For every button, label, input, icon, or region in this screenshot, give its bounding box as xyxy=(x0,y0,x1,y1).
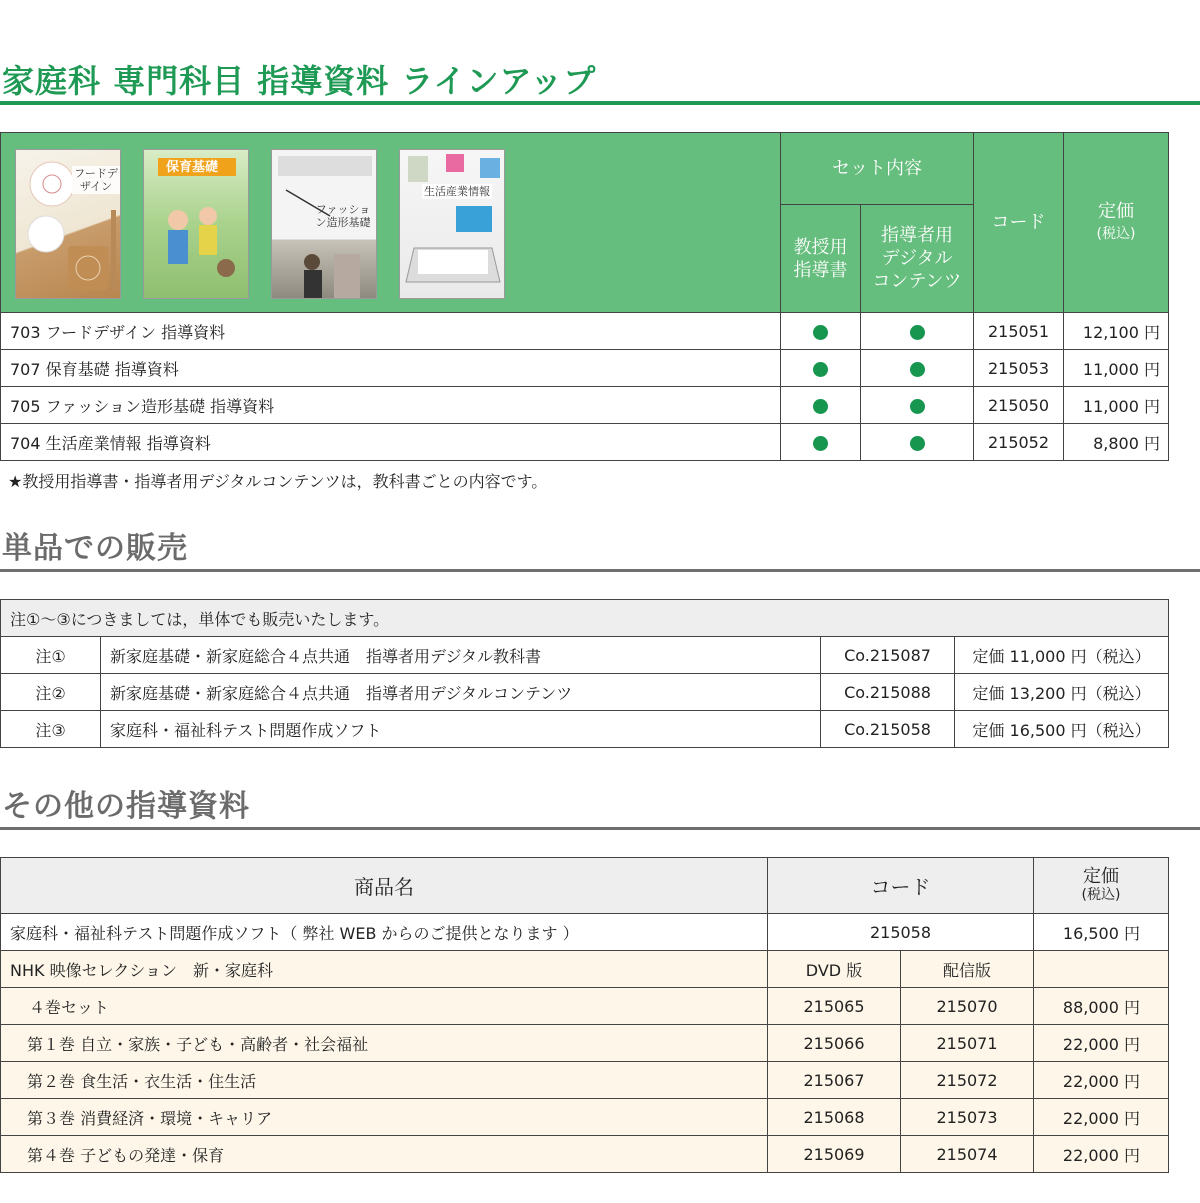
single-sales-caption: 注①〜③につきましては，単体でも販売いたします。 xyxy=(1,600,1169,637)
teacher-guide-cell xyxy=(781,387,861,424)
item-price: 定価 11,000 円（税込） xyxy=(955,637,1169,674)
cover-label: ファッション造形基礎 xyxy=(315,203,371,229)
cover-childcare xyxy=(143,149,249,299)
teacher-guide-header: 教授用 指導書 xyxy=(781,205,861,313)
included-dot-icon xyxy=(813,399,828,414)
product-price: 8,800 円 xyxy=(1064,424,1169,461)
included-dot-icon xyxy=(813,436,828,451)
digital-cell xyxy=(861,350,974,387)
nhk-title: NHK 映像セレクション 新・家庭科 xyxy=(1,951,768,988)
teacher-guide-cell xyxy=(781,424,861,461)
table-row xyxy=(1,637,1169,674)
code-header: コード xyxy=(974,133,1064,313)
included-dot-icon xyxy=(813,325,828,340)
cover-label: 生活産業情報 xyxy=(424,185,490,198)
volume-name: 第３巻 消費経済・環境・キャリア xyxy=(1,1099,768,1136)
tax-label: (税込) xyxy=(1096,225,1136,242)
life-industry-illustration xyxy=(400,150,505,299)
nhk-header-row xyxy=(1,951,1169,988)
software-code: 215058 xyxy=(768,914,1034,951)
included-dot-icon xyxy=(910,325,925,340)
table-row xyxy=(1,674,1169,711)
product-code: 215051 xyxy=(974,313,1064,350)
product-name: 704 生活産業情報 指導資料 xyxy=(1,424,781,461)
product-price: 12,100 円 xyxy=(1064,313,1169,350)
table-row xyxy=(1,313,1169,350)
streaming-code: 215074 xyxy=(901,1136,1034,1173)
item-name: 家庭科・福祉科テスト問題作成ソフト xyxy=(101,711,821,748)
digital-cell xyxy=(861,424,974,461)
volume-price: 22,000 円 xyxy=(1034,1062,1169,1099)
empty-cell xyxy=(1034,951,1169,988)
volume-name: 第１巻 自立・家族・子ども・高齢者・社会福祉 xyxy=(1,1025,768,1062)
volume-price: 22,000 円 xyxy=(1034,1099,1169,1136)
price-label: 定価 xyxy=(1083,865,1119,887)
note-number: 注① xyxy=(1,637,101,674)
code-header: コード xyxy=(768,858,1034,914)
price-label: 定価 xyxy=(1098,200,1134,222)
page-title: 家庭科 専門科目 指導資料 ラインアップ xyxy=(2,62,597,100)
streaming-code: 215070 xyxy=(901,988,1034,1025)
cover-label: 保育基礎 xyxy=(166,160,219,175)
price-header xyxy=(1034,858,1169,914)
item-code: Co.215058 xyxy=(821,711,955,748)
table-row xyxy=(1,914,1169,951)
digital-content-header: 指導者用 デジタル コンテンツ xyxy=(861,205,974,313)
digital-cell xyxy=(861,387,974,424)
teacher-guide-cell xyxy=(781,313,861,350)
included-dot-icon xyxy=(910,399,925,414)
single-sales-table xyxy=(0,599,1169,748)
cover-fashion xyxy=(271,149,377,299)
included-dot-icon xyxy=(910,436,925,451)
item-code: Co.215088 xyxy=(821,674,955,711)
lineup-footnote: ★教授用指導書・指導者用デジタルコンテンツは，教科書ごとの内容です。 xyxy=(8,472,548,491)
software-price: 16,500 円 xyxy=(1034,914,1169,951)
cover-label: フードデザイン xyxy=(72,166,120,194)
product-price: 11,000 円 xyxy=(1064,350,1169,387)
dvd-code: 215067 xyxy=(768,1062,901,1099)
streaming-code: 215073 xyxy=(901,1099,1034,1136)
software-name: 家庭科・福祉科テスト問題作成ソフト（ 弊社 WEB からのご提供となります ） xyxy=(1,914,768,951)
item-name: 新家庭基礎・新家庭総合４点共通 指導者用デジタル教科書 xyxy=(101,637,821,674)
streaming-code: 215072 xyxy=(901,1062,1034,1099)
tax-label: (税込) xyxy=(1081,886,1121,903)
table-row xyxy=(1,1099,1169,1136)
streaming-code: 215071 xyxy=(901,1025,1034,1062)
volume-name: 第４巻 子どもの発達・保育 xyxy=(1,1136,768,1173)
item-price: 定価 16,500 円（税込） xyxy=(955,711,1169,748)
table-row xyxy=(1,988,1169,1025)
product-name: 705 ファッション造形基礎 指導資料 xyxy=(1,387,781,424)
teacher-guide-cell xyxy=(781,350,861,387)
covers-cell xyxy=(1,133,781,313)
price-header xyxy=(1064,133,1169,313)
single-sales-rule xyxy=(0,569,1200,572)
streaming-header: 配信版 xyxy=(901,951,1034,988)
product-name-header: 商品名 xyxy=(1,858,768,914)
dvd-code: 215069 xyxy=(768,1136,901,1173)
product-price: 11,000 円 xyxy=(1064,387,1169,424)
single-sales-heading: 単品での販売 xyxy=(2,531,188,566)
volume-name: ４巻セット xyxy=(1,988,768,1025)
product-code: 215053 xyxy=(974,350,1064,387)
table-row xyxy=(1,711,1169,748)
volume-name: 第２巻 食生活・衣生活・住生活 xyxy=(1,1062,768,1099)
volume-price: 22,000 円 xyxy=(1034,1136,1169,1173)
product-name: 703 フードデザイン 指導資料 xyxy=(1,313,781,350)
title-rule xyxy=(0,101,1200,105)
table-row xyxy=(1,1025,1169,1062)
table-row xyxy=(1,387,1169,424)
product-code: 215050 xyxy=(974,387,1064,424)
digital-cell xyxy=(861,313,974,350)
dvd-code: 215066 xyxy=(768,1025,901,1062)
volume-price: 88,000 円 xyxy=(1034,988,1169,1025)
product-name: 707 保育基礎 指導資料 xyxy=(1,350,781,387)
table-row xyxy=(1,424,1169,461)
table-row xyxy=(1,1062,1169,1099)
set-contents-header: セット内容 xyxy=(781,133,974,205)
product-code: 215052 xyxy=(974,424,1064,461)
table-row xyxy=(1,1136,1169,1173)
dvd-header: DVD 版 xyxy=(768,951,901,988)
item-price: 定価 13,200 円（税込） xyxy=(955,674,1169,711)
lineup-table xyxy=(0,132,1169,461)
dvd-code: 215068 xyxy=(768,1099,901,1136)
item-name: 新家庭基礎・新家庭総合４点共通 指導者用デジタルコンテンツ xyxy=(101,674,821,711)
other-materials-table xyxy=(0,857,1169,1173)
note-number: 注② xyxy=(1,674,101,711)
item-code: Co.215087 xyxy=(821,637,955,674)
other-materials-rule xyxy=(0,827,1200,830)
included-dot-icon xyxy=(813,362,828,377)
note-number: 注③ xyxy=(1,711,101,748)
included-dot-icon xyxy=(910,362,925,377)
volume-price: 22,000 円 xyxy=(1034,1025,1169,1062)
other-materials-heading: その他の指導資料 xyxy=(2,789,250,824)
cover-food-design xyxy=(15,149,121,299)
table-row xyxy=(1,350,1169,387)
cover-life-industry xyxy=(399,149,505,299)
dvd-code: 215065 xyxy=(768,988,901,1025)
